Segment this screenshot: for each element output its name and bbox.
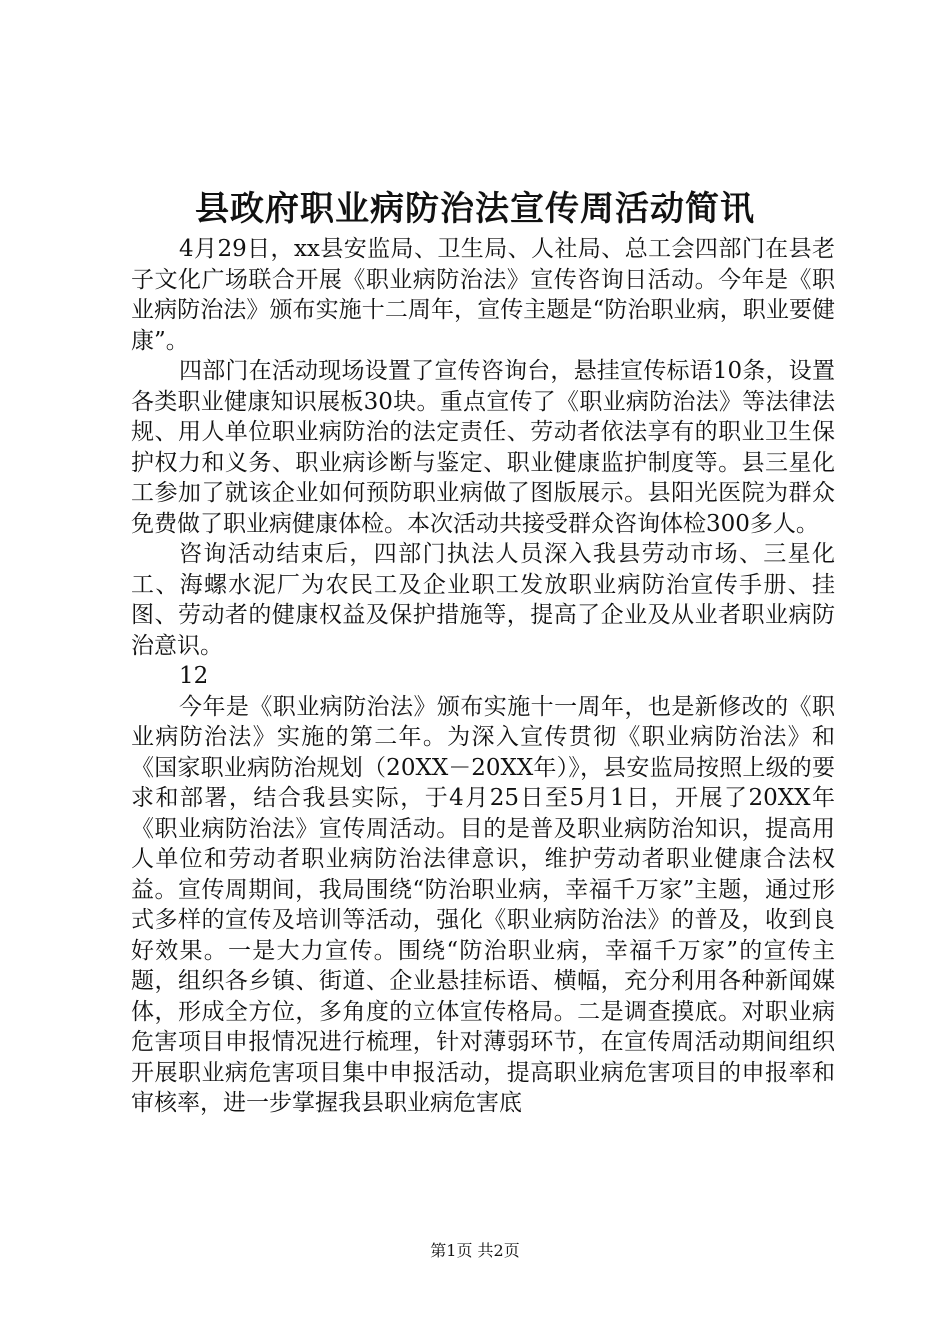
paragraph-1: 4月29日，xx县安监局、卫生局、人社局、总工会四部门在县老子文化广场联合开展《职业病防治法》宣传咨询日活动。今年是《职业病防治法》颁布实施十二周年，宣传主题是“防治职业病，职业要健康”。	[131, 236, 835, 354]
paragraph-3: 咨询活动结束后，四部门执法人员深入我县劳动市场、三星化工、海螺水泥厂为农民工及企业职工发放职业病防治宣传手册、挂图、劳动者的健康权益及保护措施等，提高了企业及从业者职业病防治意识。	[131, 541, 835, 659]
page-footer: 第1页 共2页	[430, 1241, 520, 1260]
paragraph-2: 四部门在活动现场设置了宣传咨询台，悬挂宣传标语10条，设置各类职业健康知识展板30块。重点宣传了《职业病防治法》等法律法规、用人单位职业病防治的法定责任、劳动者依法享有的职业卫生保护权力和义务、职业病诊断与鉴定、职业健康监护制度等。县三星化工参加了就该企业如何预防职业病做了图版展示。县阳光医院为群众免费做了职业病健康体检。本次活动共接受群众咨询体检300多人。	[131, 358, 835, 537]
document-title: 县政府职业病防治法宣传周活动简讯	[195, 189, 755, 229]
document-body	[131, 234, 835, 1119]
paragraph-5: 今年是《职业病防治法》颁布实施十一周年，也是新修改的《职业病防治法》实施的第二年。为深入宣传贯彻《职业病防治法》和《国家职业病防治规划（20XX－20XX年）》，县安监局按照上级的要求和部署，结合我县实际，于4月25日至5月1日，开展了20XX年《职业病防治法》宣传周活动。目的是普及职业病防治知识，提高用人单位和劳动者职业病防治法律意识，维护劳动者职业健康合法权益。宣传周期间，我局围绕“防治职业病，幸福千万家”主题，通过形式多样的宣传及培训等活动，强化《职业病防治法》的普及，收到良好效果。一是大力宣传。围绕“防治职业病，幸福千万家”的宣传主题，组织各乡镇、街道、企业悬挂标语、横幅，充分利用各种新闻媒体，形成全方位，多角度的立体宣传格局。二是调查摸底。对职业病危害项目申报情况进行梳理，针对薄弱环节，在宣传周活动期间组织开展职业病危害项目集中申报活动，提高职业病危害项目的申报率和审核率，进一步掌握我县职业病危害底	[131, 693, 835, 1116]
paragraph-4: 12	[179, 663, 209, 689]
